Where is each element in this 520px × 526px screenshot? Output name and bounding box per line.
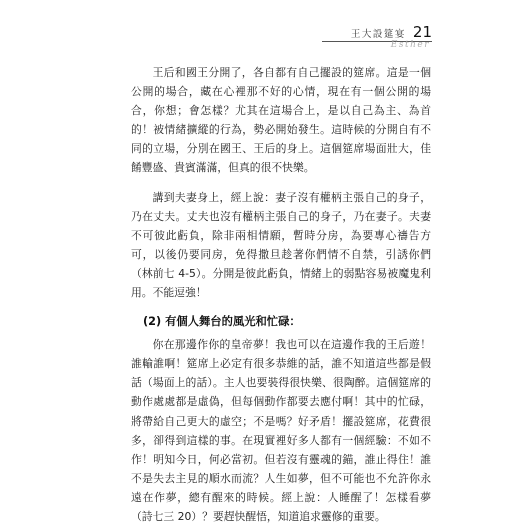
book-subtitle: Esther <box>390 40 430 50</box>
section-heading: (2) 有個人舞台的風光和忙碌： <box>143 315 301 329</box>
running-head <box>351 23 432 41</box>
paragraph-gap <box>131 302 431 312</box>
page-number: 21 <box>412 23 432 41</box>
paragraph-3: 你在那邊作你的皇帝夢！我也可以在這邊作我的王后遊！誰輸誰啊！筵席上必定有很多恭維的話，誰不知道這些都是假話（場面上的話）。主人也要裝得很快樂、很陶醉。這個筵席的動作處處都是虛偽，但每個動作都要去應付啊！其中的忙碌，將帶給自己更大的虛空；不是嗎？好矛盾！擺設筵席，花費很多，卻得到這樣的事。在現實裡好多人都有一個經驗：不如不作！明知今日，何必當初。但若沒有靈魂的錨，誰止得住！誰不是失去主見的順水而流？人生如夢，但不可能也不允許你永遠在作夢，總有醒來的時候。經上說：人睡醒了！怎樣看夢（詩七三 20）？要趕快醒悟，知道追求靈修的重要。 <box>131 338 431 523</box>
page-body <box>131 63 431 526</box>
paragraph-gap <box>131 178 431 188</box>
chapter-title: 王大設筵宴 <box>350 29 406 40</box>
paragraph-2: 講到夫妻身上，經上說：妻子沒有權柄主張自己的身子，乃在丈夫。丈夫也沒有權柄主張自己的身子，乃在妻子。夫妻不可彼此虧負，除非兩相情願，暫時分房，為要專心禱告方可，以後仍要同房，免得撒旦趁著你們情不自禁，引誘你們（林前七 4-5）。分開是彼此虧負，情緒上的弱點容易被魔鬼利用。不能逗強！ <box>131 190 431 300</box>
paragraph-1: 王后和國王分開了，各自都有自己擺設的筵席。這是一個公開的場合，藏在心裡那不好的心情，現在有一個公開的場合，你想；會怎樣？尤其在這場合上，是以自己為主、為首的！被情緒擴縱的行為，勢必開始發生。這時候的分開自有不同的立場，分別在國王、王后的身上。這個筵席場面壯大，佳餚豐盛、貴賓滿滿，但真的很不快樂。 <box>131 66 431 175</box>
